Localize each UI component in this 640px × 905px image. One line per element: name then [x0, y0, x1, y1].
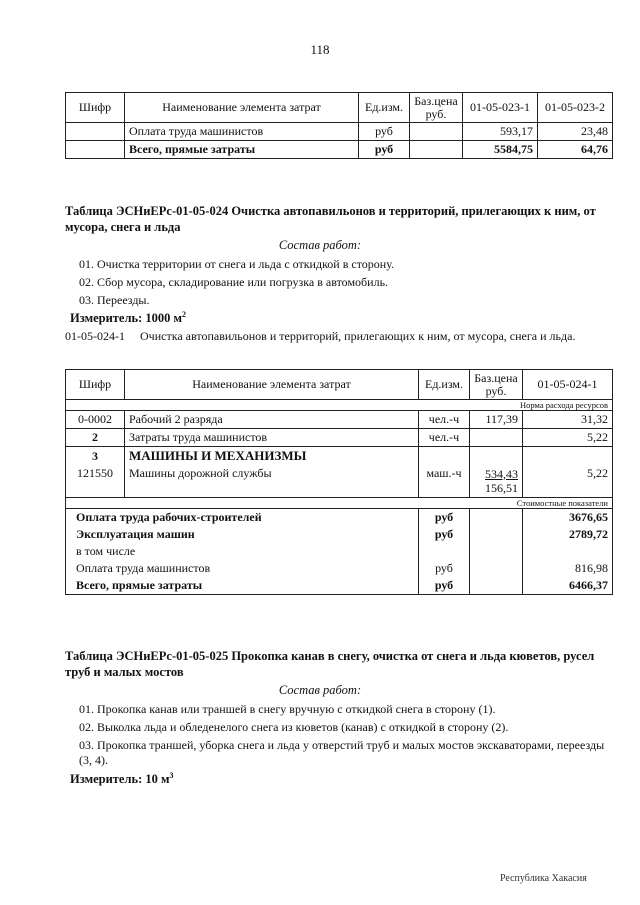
total-unit: руб: [419, 508, 470, 526]
row-unit: чел.-ч: [419, 429, 470, 447]
row-name: МАШИНЫ И МЕХАНИЗМЫ: [125, 447, 419, 466]
row-code: 2: [66, 429, 125, 447]
table-row: [66, 560, 613, 577]
total-name: Оплата труда рабочих-строителей: [66, 508, 419, 526]
meter: Измеритель: 10 $м^3$: [70, 771, 174, 787]
row-value: 593,17: [463, 123, 538, 141]
row-price: 534,43 156,51: [470, 465, 523, 497]
total-name: в том числе: [66, 543, 419, 560]
col-name-header: Наименование элемента затрат: [125, 370, 419, 400]
total-value: 3676,65: [523, 508, 613, 526]
total-unit: руб: [419, 526, 470, 543]
composition-heading: Состав работ:: [278, 683, 362, 697]
total-unit: руб: [419, 577, 470, 595]
table-023: [65, 92, 613, 159]
row-code: 0-0002: [66, 411, 125, 429]
row-value: 5584,75: [463, 141, 538, 159]
work-item: 01. Прокопка канав или траншей в снегу вручную с откидкой снега в сторону (1).: [79, 702, 496, 716]
col-023-2-header: 01-05-023-2: [538, 93, 613, 123]
page-number: 118: [310, 42, 330, 57]
col-code-header: Шифр: [66, 93, 125, 123]
table-024: [65, 369, 613, 595]
row-unit: руб: [359, 141, 410, 159]
table-row: [66, 429, 613, 447]
col-code-header: Шифр: [66, 370, 125, 400]
col-023-1-header: 01-05-023-1: [463, 93, 538, 123]
row-unit: руб: [359, 123, 410, 141]
row-name: Машины дорожной службы: [125, 465, 419, 497]
total-name: Всего, прямые затраты: [66, 577, 419, 595]
total-value: 6466,37: [523, 577, 613, 595]
table-row: [66, 141, 613, 159]
table-row: [66, 123, 613, 141]
section-title: Таблица ЭСНиЕРс-01-05-024 Очистка автопавильонов и территорий, прилегающих к ним, от мусора, снега и льда: [65, 204, 596, 234]
row-unit: чел.-ч: [419, 411, 470, 429]
table-row: [66, 577, 613, 595]
total-name: Эксплуатация машин: [66, 526, 419, 543]
item-code: 01-05-024-1: [65, 329, 125, 343]
table-row: [66, 526, 613, 543]
col-name-header: Наименование элемента затрат: [125, 93, 359, 123]
row-value: 64,76: [538, 141, 613, 159]
row-code: 3: [66, 447, 125, 466]
row-unit: маш.-ч: [419, 465, 470, 497]
table-row: [66, 447, 613, 466]
table-row: [66, 411, 613, 429]
row-name: Затраты труда машинистов: [125, 429, 419, 447]
row-name: Рабочий 2 разряда: [125, 411, 419, 429]
work-item: 01. Очистка территории от снега и льда с откидкой в сторону.: [79, 257, 395, 271]
row-code: 121550: [66, 465, 125, 497]
work-item: 02. Выколка льда и обледенелого снега из кюветов (канав) с откидкой в сторону (2).: [79, 720, 509, 734]
composition-heading: Состав работ:: [278, 238, 362, 252]
row-value: 5,22: [523, 465, 613, 497]
row-name: Оплата труда машинистов: [125, 123, 359, 141]
table-row: [66, 508, 613, 526]
work-item: 03. Прокопка траншей, уборка снега и льда у отверстий труб и малых мостов экскаваторами, переезды (3, 4).: [79, 738, 605, 767]
item-description: Очистка автопавильонов и территорий, прилегающих к ним, от мусора, снега и льда.: [140, 329, 576, 343]
row-value: 5,22: [523, 429, 613, 447]
total-name: Оплата труда машинистов: [66, 560, 419, 577]
cost-label: Стоимостные показатели: [66, 497, 613, 508]
total-unit: руб: [419, 560, 470, 577]
row-price: 117,39: [470, 411, 523, 429]
col-unit-header: Ед.изм.: [419, 370, 470, 400]
col-price-header: Баз.цена руб.: [470, 370, 523, 400]
row-value: 23,48: [538, 123, 613, 141]
row-name: Всего, прямые затраты: [125, 141, 359, 159]
row-value: 31,32: [523, 411, 613, 429]
footer-region: Республика Хакасия: [500, 873, 587, 884]
section-title: Таблица ЭСНиЕРс-01-05-025 Прокопка канав в снегу, очистка от снега и льда кюветов, русел труб и малых мостов: [65, 649, 595, 679]
meter: Измеритель: 1000 $м^2$: [70, 310, 187, 326]
table-row: [66, 465, 613, 497]
norm-label: Норма расхода ресурсов: [66, 400, 613, 411]
col-price-header: Баз.цена руб.: [410, 93, 463, 123]
total-value: 2789,72: [523, 526, 613, 543]
table-row: [66, 543, 613, 560]
col-024-1-header: 01-05-024-1: [523, 370, 613, 400]
work-item: 03. Переезды.: [79, 293, 150, 307]
col-unit-header: Ед.изм.: [359, 93, 410, 123]
total-value: 816,98: [523, 560, 613, 577]
work-item: 02. Сбор мусора, складирование или погрузка в автомобиль.: [79, 275, 389, 289]
